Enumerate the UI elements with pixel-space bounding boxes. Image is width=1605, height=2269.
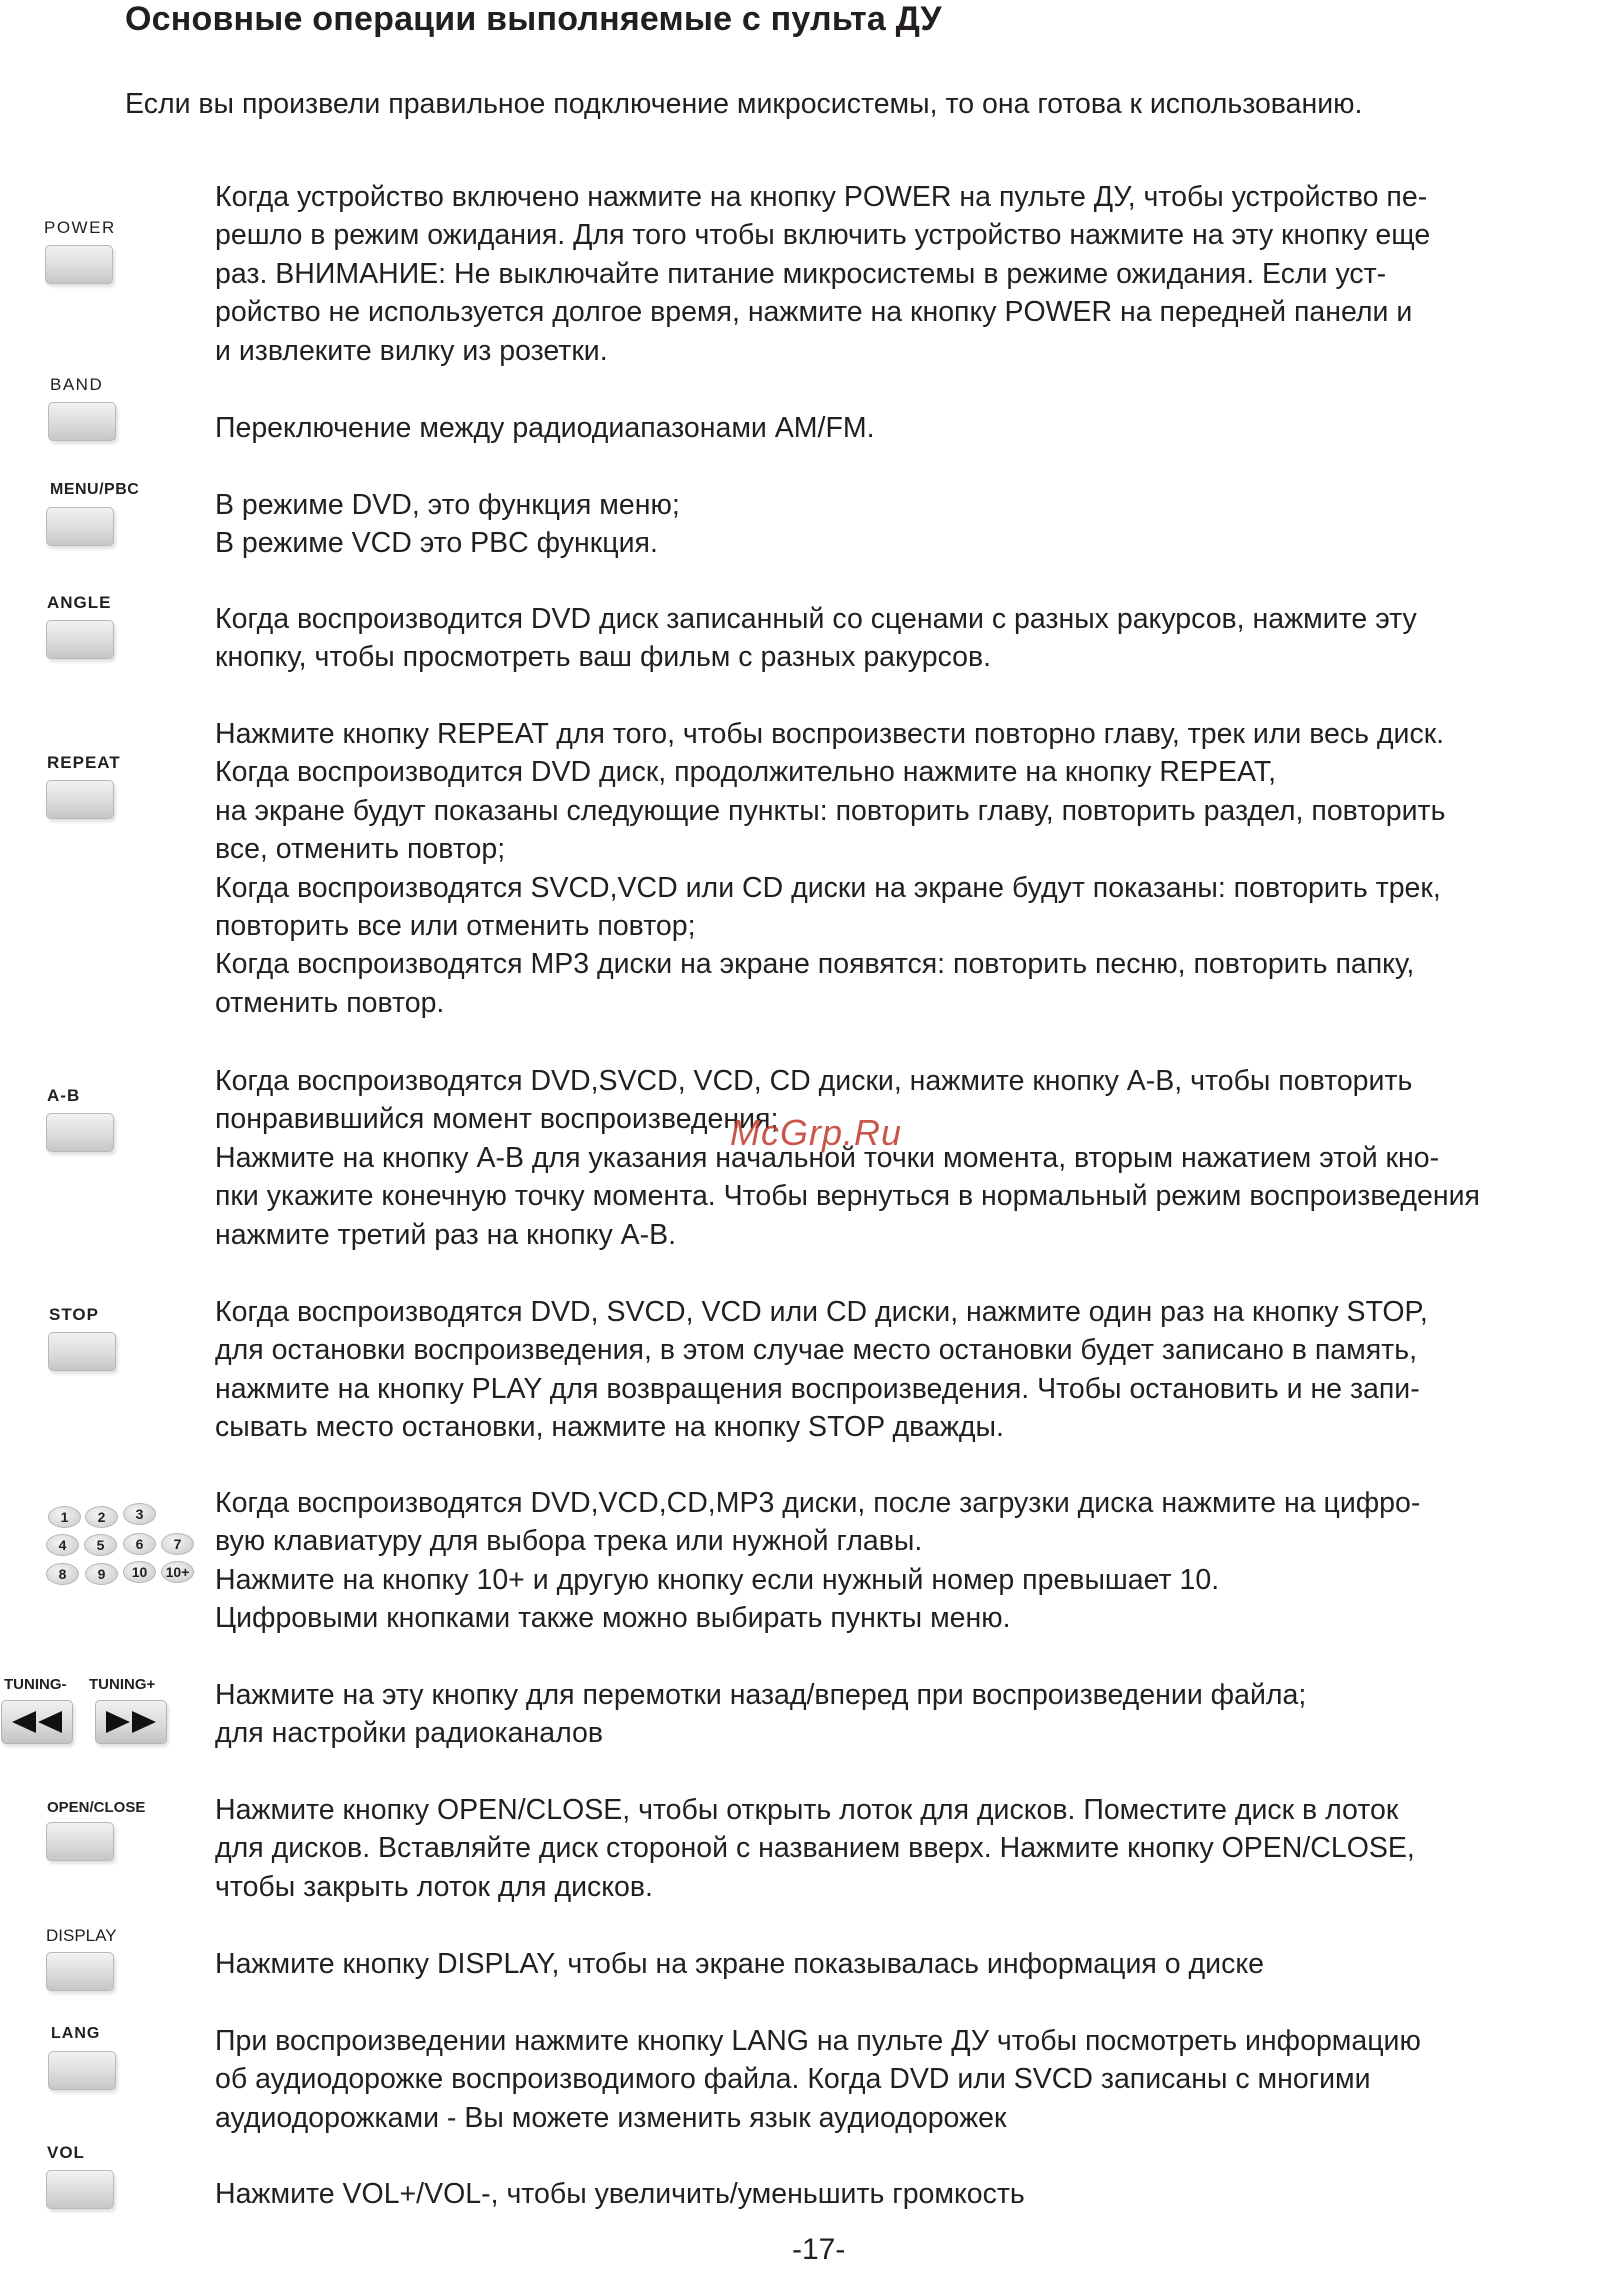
repeat-button[interactable]	[46, 780, 114, 819]
repeat-description: Нажмите кнопку REPEAT для того, чтобы воспроизвести повторно главу, трек или весь диск. Когда воспроизводится DVD диск, продолжительно нажмите на кнопку REPEAT, на экране будут показаны следующие пункты: повторить главу, повторить раздел, повторить все, отменить повтор; Когда воспроизводятся SVCD,VCD или CD диски на экране будут показаны: повторить трек, повторить все или отменить повтор; Когда воспроизводятся MP3 диски на экране появятся: повторить песню, повторить папку, отменить повтор.	[215, 718, 1446, 1019]
band-button[interactable]	[48, 402, 116, 441]
lang-button[interactable]	[48, 2051, 116, 2090]
vol-label: VOL	[47, 2143, 85, 2162]
tuning-plus-button[interactable]	[95, 1700, 167, 1744]
number-key-3[interactable]: 3	[123, 1503, 156, 1525]
number-key-10[interactable]: 10	[123, 1561, 156, 1583]
menu-pbc-button[interactable]	[46, 507, 114, 546]
ab-button[interactable]	[46, 1113, 114, 1152]
stop-description: Когда воспроизводятся DVD, SVCD, VCD или CD диски, нажмите один раз на кнопку STOP, для остановки воспроизведения, в этом случае место остановки будет записано в память, нажмите на кнопку PLAY для возвращения воспроизведения. Чтобы остановить и не запи- сывать место остановки, нажмите на кнопку STOP дважды.	[215, 1296, 1428, 1444]
ab-description: Когда воспроизводятся DVD,SVCD, VCD, CD диски, нажмите кнопку A-B, чтобы повторить понравившийся момент воспроизведения; Нажмите на кнопку A-B для указания начальной точки момента, вторым нажатием этой кно- пки укажите конечную точку момента. Чтобы вернуться в нормальный режим воспроизведения нажмите третий раз на кнопку A-B.	[215, 1065, 1480, 1251]
number-key-2[interactable]: 2	[85, 1506, 118, 1528]
repeat-label: REPEAT	[47, 753, 121, 772]
number-key-5[interactable]: 5	[84, 1534, 117, 1556]
tuning-description: Нажмите на эту кнопку для перемотки назад/вперед при воспроизведении файла; для настройки радиоканалов	[215, 1679, 1307, 1750]
number-key-6[interactable]: 6	[123, 1533, 156, 1555]
power-label: POWER	[44, 218, 116, 237]
tuning-minus-label: TUNING-	[4, 1676, 67, 1693]
display-button[interactable]	[46, 1952, 114, 1991]
stop-label: STOP	[49, 1305, 99, 1324]
tuning-minus-button[interactable]	[1, 1700, 73, 1744]
vol-button[interactable]	[46, 2170, 114, 2209]
lang-label: LANG	[51, 2025, 101, 2042]
angle-label: ANGLE	[47, 593, 112, 612]
power-button[interactable]	[45, 245, 113, 284]
vol-description: Нажмите VOL+/VOL-, чтобы увеличить/уменьшить громкость	[215, 2178, 1025, 2210]
angle-description: Когда воспроизводится DVD диск записанный со сценами с разных ракурсов, нажмите эту кнопку, чтобы просмотреть ваш фильм с разных ракурсов.	[215, 603, 1417, 674]
open-close-description: Нажмите кнопку OPEN/CLOSE, чтобы открыть лоток для дисков. Поместите диск в лоток для дисков. Вставляйте диск стороной с названием вверх. Нажмите кнопку OPEN/CLOSE, чтобы закрыть лоток для дисков.	[215, 1794, 1415, 1903]
open-close-button[interactable]	[46, 1822, 114, 1861]
number-key-1[interactable]: 1	[48, 1506, 81, 1528]
menu-pbc-label: MENU/PBC	[50, 481, 140, 498]
watermark: McGrp.Ru	[730, 1112, 903, 1153]
open-close-label: OPEN/CLOSE	[47, 1799, 146, 1816]
display-description: Нажмите кнопку DISPLAY, чтобы на экране показывалась информация о диске	[215, 1948, 1264, 1980]
tuning-plus-label: TUNING+	[89, 1676, 156, 1693]
ab-label: A-B	[47, 1086, 81, 1105]
number-key-4[interactable]: 4	[46, 1534, 79, 1556]
page-number: -17-	[792, 2233, 846, 2266]
rewind-icon	[10, 1709, 64, 1735]
number-key-7[interactable]: 7	[161, 1533, 194, 1555]
page-title: Основные операции выполняемые с пульта ДУ	[125, 0, 942, 38]
number-key-8[interactable]: 8	[46, 1563, 79, 1585]
band-label: BAND	[50, 375, 104, 394]
numbers-description: Когда воспроизводятся DVD,VCD,CD,MP3 диски, после загрузки диска нажмите на цифро- вую клавиатуру для выбора трека или нужной главы. Нажмите на кнопку 10+ и другую кнопку если нужный номер превышает 10. Цифровыми кнопками также можно выбирать пункты меню.	[215, 1487, 1421, 1635]
band-description: Переключение между радиодиапазонами AM/FM.	[215, 412, 875, 444]
fast-forward-icon	[104, 1709, 158, 1735]
lang-description: При воспроизведении нажмите кнопку LANG на пульте ДУ чтобы посмотреть информацию об аудиодорожке воспроизводимого файла. Когда DVD или SVCD записаны с многими аудиодорожками - Вы можете изменить язык аудиодорожек	[215, 2025, 1421, 2134]
menu-pbc-description: В режиме DVD, это функция меню; В режиме VCD это PBC функция.	[215, 489, 680, 560]
angle-button[interactable]	[46, 620, 114, 659]
stop-button[interactable]	[48, 1332, 116, 1371]
number-key-10-plus[interactable]: 10+	[161, 1561, 194, 1583]
power-description: Когда устройство включено нажмите на кнопку POWER на пульте ДУ, чтобы устройство пе- решло в режим ожидания. Для того чтобы включить устройство нажмите на эту кнопку еще раз. ВНИМАНИЕ: Не выключайте питание микросистемы в режиме ожидания. Если уст- ройство не используется долгое время, нажмите на кнопку POWER на передней панели и и извлеките вилку из розетки.	[215, 181, 1431, 367]
display-label: DISPLAY	[46, 1926, 117, 1945]
intro-text: Если вы произвели правильное подключение микросистемы, то она готова к использованию.	[125, 88, 1363, 120]
number-key-9[interactable]: 9	[85, 1563, 118, 1585]
